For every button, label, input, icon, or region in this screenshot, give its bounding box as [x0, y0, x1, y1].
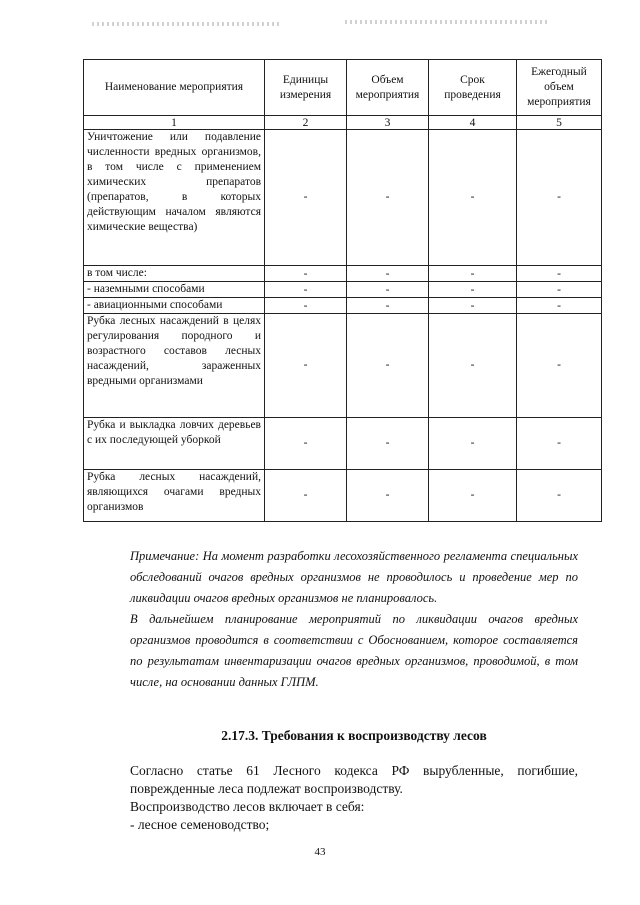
row-value: - [429, 130, 517, 266]
body-paragraph: Воспроизводство лесов включает в себя: [130, 799, 365, 814]
table-note [130, 546, 578, 693]
row-value: - [265, 418, 347, 470]
row-value: - [429, 282, 517, 298]
row-value: - [347, 314, 429, 418]
table-row [84, 470, 602, 522]
row-value: - [347, 282, 429, 298]
table-row [84, 282, 602, 298]
row-value: - [347, 470, 429, 522]
row-value: - [517, 130, 602, 266]
table-row [84, 298, 602, 314]
row-name: Рубка лесных насаждений, являющихся очагами вредных организмов [84, 470, 265, 522]
row-value: - [347, 130, 429, 266]
table-row [84, 266, 602, 282]
row-value: - [429, 418, 517, 470]
note-paragraph: В дальнейшем планирование мероприятий по ликвидации очагов вредных организмов проводится в соответствии с Обоснованием, которое составляется по результатам инвентаризации очагов вредных организмов, проводимой, в том числе, на основании данных ГЛПМ. [130, 612, 578, 689]
row-value: - [265, 130, 347, 266]
row-value: - [517, 298, 602, 314]
row-value: - [347, 266, 429, 282]
row-value: - [265, 314, 347, 418]
header-cell: Объем мероприятия [347, 60, 429, 116]
header-cell: Ежегодный объем мероприятия [517, 60, 602, 116]
row-value: - [265, 266, 347, 282]
column-number: 5 [517, 116, 602, 130]
row-value: - [265, 470, 347, 522]
row-value: - [429, 470, 517, 522]
scan-artifact-right [345, 20, 550, 24]
row-value: - [517, 314, 602, 418]
row-name: Уничтожение или подавление численности вредных организмов, в том числе с применением химических препаратов (препаратов, в которых действующим началом являются химические вещества) [84, 130, 265, 266]
table-row [84, 418, 602, 470]
section-heading: 2.17.3. Требования к воспроизводству лесов [221, 728, 487, 743]
column-number: 2 [265, 116, 347, 130]
row-name: Рубка и выкладка ловчих деревьев с их последующей уборкой [84, 418, 265, 470]
row-value: - [347, 298, 429, 314]
row-name: в том числе: [84, 266, 265, 282]
page-number: 43 [314, 846, 326, 858]
header-cell: Единицы измерения [265, 60, 347, 116]
row-name: - авиационными способами [84, 298, 265, 314]
row-value: - [429, 266, 517, 282]
column-number: 1 [84, 116, 265, 130]
row-value: - [517, 282, 602, 298]
scan-artifact-left [92, 22, 282, 26]
row-value: - [517, 418, 602, 470]
table-row [84, 130, 602, 266]
row-name: - наземными способами [84, 282, 265, 298]
row-value: - [429, 314, 517, 418]
column-number-row [84, 116, 602, 130]
header-cell: Срок проведения [429, 60, 517, 116]
table-header-row [84, 60, 602, 116]
row-value: - [265, 298, 347, 314]
measures-table [83, 59, 602, 522]
note-paragraph: Примечание: На момент разработки лесохозяйственного регламента специальных обследований очагов вредных организмов не проводилось и проведение мер по ликвидации очагов вредных организмов не планировалось. [130, 549, 578, 605]
row-value: - [429, 298, 517, 314]
row-value: - [347, 418, 429, 470]
section-body [130, 762, 578, 834]
row-value: - [265, 282, 347, 298]
row-name: Рубка лесных насаждений в целях регулирования породного и возрастного составов лесных насаждений, зараженных вредными организмами [84, 314, 265, 418]
header-cell: Наименование мероприятия [84, 60, 265, 116]
row-value: - [517, 470, 602, 522]
body-paragraph: Согласно статье 61 Лесного кодекса РФ вырубленные, погибшие, поврежденные леса подлежат воспроизводству. [130, 763, 578, 796]
row-value: - [517, 266, 602, 282]
table-row [84, 314, 602, 418]
column-number: 3 [347, 116, 429, 130]
body-paragraph: - лесное семеноводство; [130, 817, 270, 832]
column-number: 4 [429, 116, 517, 130]
